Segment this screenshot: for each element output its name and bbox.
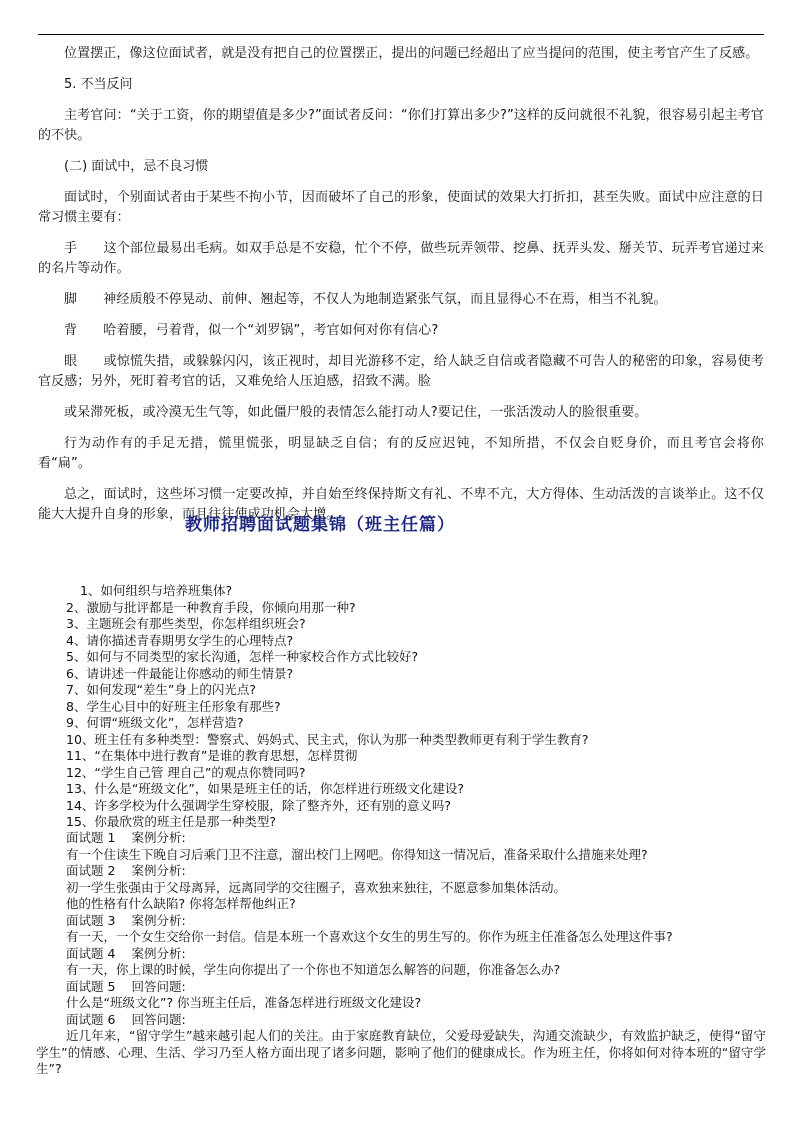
question-list [66,583,766,831]
case-label: 面试题 1 [66,830,116,845]
paragraph: 手 这个部位最易出毛病。如双手总是不安稳，忙个不停，做些玩弄领带、挖鼻、抚弄头发、掰关节、玩弄考官递过来的名片等动作。 [38,241,764,276]
paragraph: 脚 神经质般不停晃动、前伸、翘起等，不仅人为地制造紧张气氛，而且显得心不在焉，相当不礼貌。 [64,292,667,307]
list-item: 9、何谓“班级文化”，怎样营造? [66,715,244,730]
list-item: 8、学生心目中的好班主任形象有那些? [66,698,281,714]
case-text: 有一个住读生下晚自习后乘门卫不注意，溜出校门上网吧。你得知这一情况后，准备采取什么措施来处理? [66,846,648,862]
header-rule [38,34,764,35]
case-section [36,830,766,1078]
case-type: 案例分析: [131,863,186,878]
case-text: 初一学生张强由于父母离异，远离同学的交往圈子，喜欢独来独往，不愿意参加集体活动。 [66,879,567,895]
paragraph: 总之，面试时，这些坏习惯一定要改掉，并自始至终保持斯文有礼、不卑不亢，大方得体、生动活泼的言谈举止。这不仅能大大提升自身的形象，而且往往使成功机会大增。 [38,487,764,522]
list-item: 10、班主任有多种类型：警察式、妈妈式、民主式，你认为那一种类型教师更有利于学生教育? [66,731,589,747]
case-text: 有一天，你上课的时候，学生向你提出了一个你也不知道怎么解答的问题，你准备怎么办? [66,962,561,977]
paragraph: 眼 或惊慌失措，或躲躲闪闪，该正视时，却目光游移不定，给人缺乏自信或者隐藏不可告人的秘密的印象，容易使考官反感；另外，死盯着考官的话，又难免给人压迫感，招致不满。脸 [38,354,764,389]
list-item: 4、请你描述青春期男女学生的心理特点? [66,632,294,648]
case-header [66,913,766,930]
paragraph: 背 哈着腰，弓着背，似一个“刘罗锅”，考官如何对你有信心? [64,323,439,338]
subheading: (二) 面试中，忌不良习惯 [64,159,209,174]
case-label: 面试题 2 [66,863,116,878]
list-item: 6、请讲述一件最能让你感动的师生情景? [66,665,294,681]
case-type: 回答问题: [131,978,186,994]
case-text: 什么是“班级文化”? 你当班主任后，准备怎样进行班级文化建设? [66,995,422,1010]
case-header [66,946,766,963]
list-item: 1、如何组织与培养班集体? [80,583,233,598]
case-header [66,979,766,996]
case-label: 面试题 5 [66,978,116,994]
case-text: 有一天，一个女生交给你一封信。信是本班一个喜欢这个女生的男生写的。你作为班主任准备怎么处理这件事? [66,929,673,944]
paragraph: 或呆滞死板，或冷漠无生气等，如此僵尸般的表情怎么能打动人?要记住，一张活泼动人的脸很重要。 [64,405,648,420]
list-item: 5、如何与不同类型的家长沟通，怎样一种家校合作方式比较好? [66,649,419,664]
list-item: 14、许多学校为什么强调学生穿校服，除了整齐外，还有别的意义吗? [66,797,452,813]
case-header [66,863,766,880]
case-type: 案例分析: [131,945,186,961]
case-type: 案例分析: [131,912,186,928]
case-header [66,830,766,847]
list-item: 15、你最欣赏的班主任是那一种类型? [66,814,277,829]
case-label: 面试题 6 [66,1011,116,1027]
paragraph: 面试时，个别面试者由于某些不拘小节，因而破坏了自己的形象，使面试的效果大打折扣，甚至失败。面试中应注意的日常习惯主要有： [38,190,764,225]
section-title: 教师招聘面试题集锦（班主任篇） [185,515,455,535]
document-body [38,44,764,536]
list-item: 3、主题班会有那些类型，你怎样组织班会? [66,616,306,631]
case-label: 面试题 4 [66,945,116,961]
case-text: 近几年来，“留守学生”越来越引起人们的关注。由于家庭教育缺位，父爱母爱缺失，沟通交流缺少，有效监护缺乏，使得“留守学生”的情感、心理、生活、学习乃至人格方面出现了诸多问题，影响了他们的健康成长。作为班主任，你将如何对待本班的“留守学生”? [36,1028,766,1076]
case-text: 他的性格有什么缺陷? 你将怎样帮他纠正? [66,896,296,911]
case-header [66,1012,766,1029]
paragraph: 位置摆正，像这位面试者，就是没有把自己的位置摆正，提出的问题已经超出了应当提问的范围，使主考官产生了反感。 [64,46,759,61]
list-item: 13、什么是“班级文化”，如果是班主任的话，你怎样进行班级文化建设? [66,781,464,796]
case-label: 面试题 3 [66,912,116,928]
list-item: 2、激励与批评都是一种教育手段，你倾向用那一种? [66,599,356,615]
subheading: 5. 不当反问 [64,77,133,92]
case-type: 案例分析: [131,830,186,845]
list-item: 11、“在集体中进行教育”是谁的教育思想，怎样贯彻 [66,748,358,763]
paragraph: 主考官问：“关于工资，你的期望值是多少?”面试者反问：“你们打算出多少?”这样的反问就很不礼貌，很容易引起主考官的不快。 [38,108,764,143]
paragraph: 行为动作有的手足无措，慌里慌张，明显缺乏自信；有的反应迟钝，不知所措，不仅会自贬身价，而且考官会将你看“扁”。 [38,436,764,471]
list-item: 7、如何发现“差生”身上的闪光点? [66,682,257,697]
case-type: 回答问题: [131,1011,186,1027]
list-item: 12、“学生自己管 理自己”的观点你赞同吗? [66,764,306,780]
